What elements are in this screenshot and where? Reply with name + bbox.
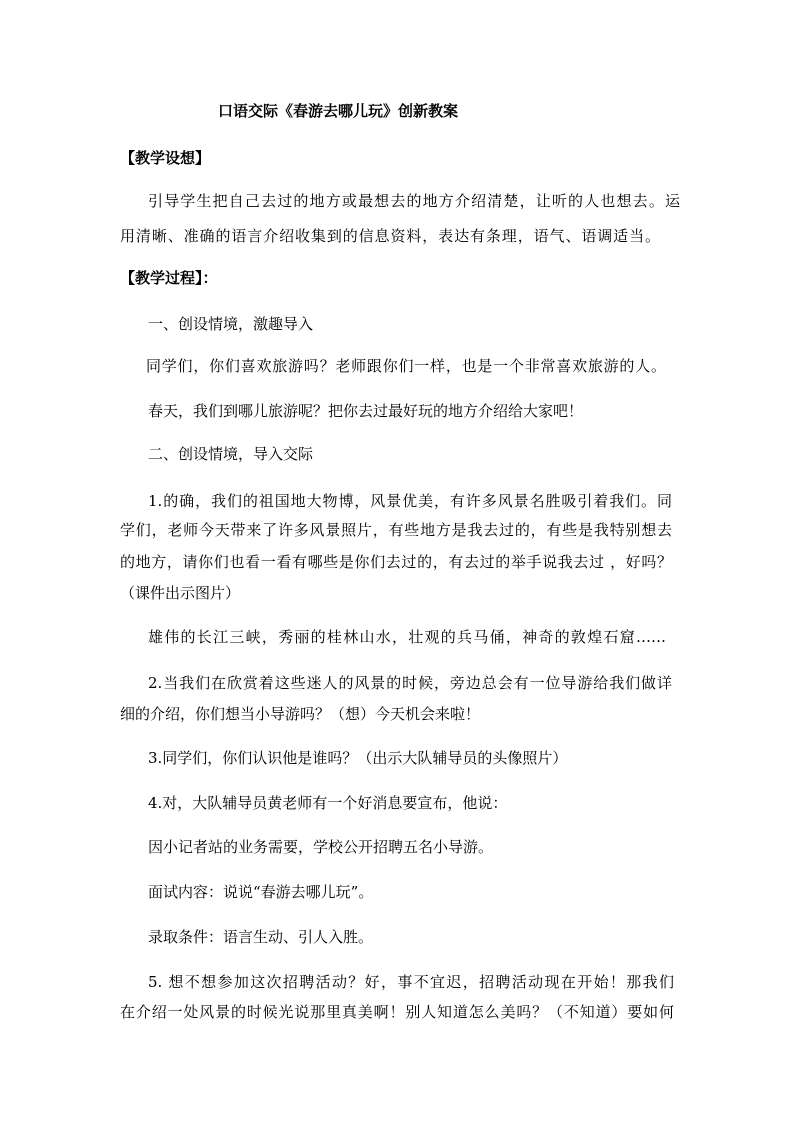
item5-line2: 在介绍一处风景的时候光说那里真美啊！别人知道怎么美吗？（不知道）要如何: [120, 1003, 674, 1021]
heading-teaching-process: 【教学过程】：: [120, 269, 218, 287]
paragraph-step1-line2: 春天，我们到哪儿旅游呢？把你去过最好玩的地方介绍给大家吧！: [148, 402, 584, 420]
item2-line1: 2.当我们在欣赏着这些迷人的风景的时候，旁边总会有一位导游给我们做详: [148, 674, 672, 692]
document-title: 口语交际《春游去哪儿玩》创新教案: [218, 102, 459, 120]
item5-line1: 5. 想不想参加这次招聘活动？好，事不宜迟，招聘活动现在开始！那我们: [148, 973, 674, 991]
scenery-line: 雄伟的长江三峡，秀丽的桂林山水，壮观的兵马俑，神奇的敦煌石窟……: [148, 628, 666, 646]
item4-line: 4.对，大队辅导员黄老师有一个好消息要宣布，他说：: [148, 794, 508, 812]
item2-line2: 细的介绍，你们想当小导游吗？（想）今天机会来啦！: [120, 705, 481, 723]
item1-line4: （课件出示图片）: [120, 584, 241, 602]
item1-line3: 的地方，请你们也看一看有哪些是你们去过的，有去过的举手说我去过 ，好吗？: [120, 553, 672, 571]
notice-line2: 面试内容：说说“春游去哪儿玩”。: [148, 883, 374, 901]
heading-teaching-design: 【教学设想】: [120, 149, 211, 167]
step-two-heading: 二、创设情境，导入交际: [148, 445, 314, 463]
item3-line: 3.同学们，你们认识他是谁吗？（出示大队辅导员的头像照片）: [148, 749, 568, 767]
paragraph-design-line1: 引导学生把自己去过的地方或最想去的地方介绍清楚，让听的人也想去。运: [148, 192, 680, 210]
step-one-heading: 一、创设情境，激趣导入: [148, 315, 314, 333]
paragraph-design-line2: 用清晰、准确的语言介绍收集到的信息资料，表达有条理，语气、语调适当。: [120, 227, 660, 245]
paragraph-step1-line1: 同学们，你们喜欢旅游吗？老师跟你们一样，也是一个非常喜欢旅游的人。: [146, 357, 666, 375]
item1-line2: 学们，老师今天带来了许多风景照片，有些地方是我去过的，有些是我特别想去: [120, 521, 672, 539]
item1-line1: 1.的确，我们的祖国地大物博，风景优美，有许多风景名胜吸引着我们。同: [148, 492, 672, 510]
notice-line3: 录取条件：语言生动、引人入胜。: [148, 928, 374, 946]
notice-line1: 因小记者站的业务需要，学校公开招聘五名小导游。: [148, 838, 494, 856]
